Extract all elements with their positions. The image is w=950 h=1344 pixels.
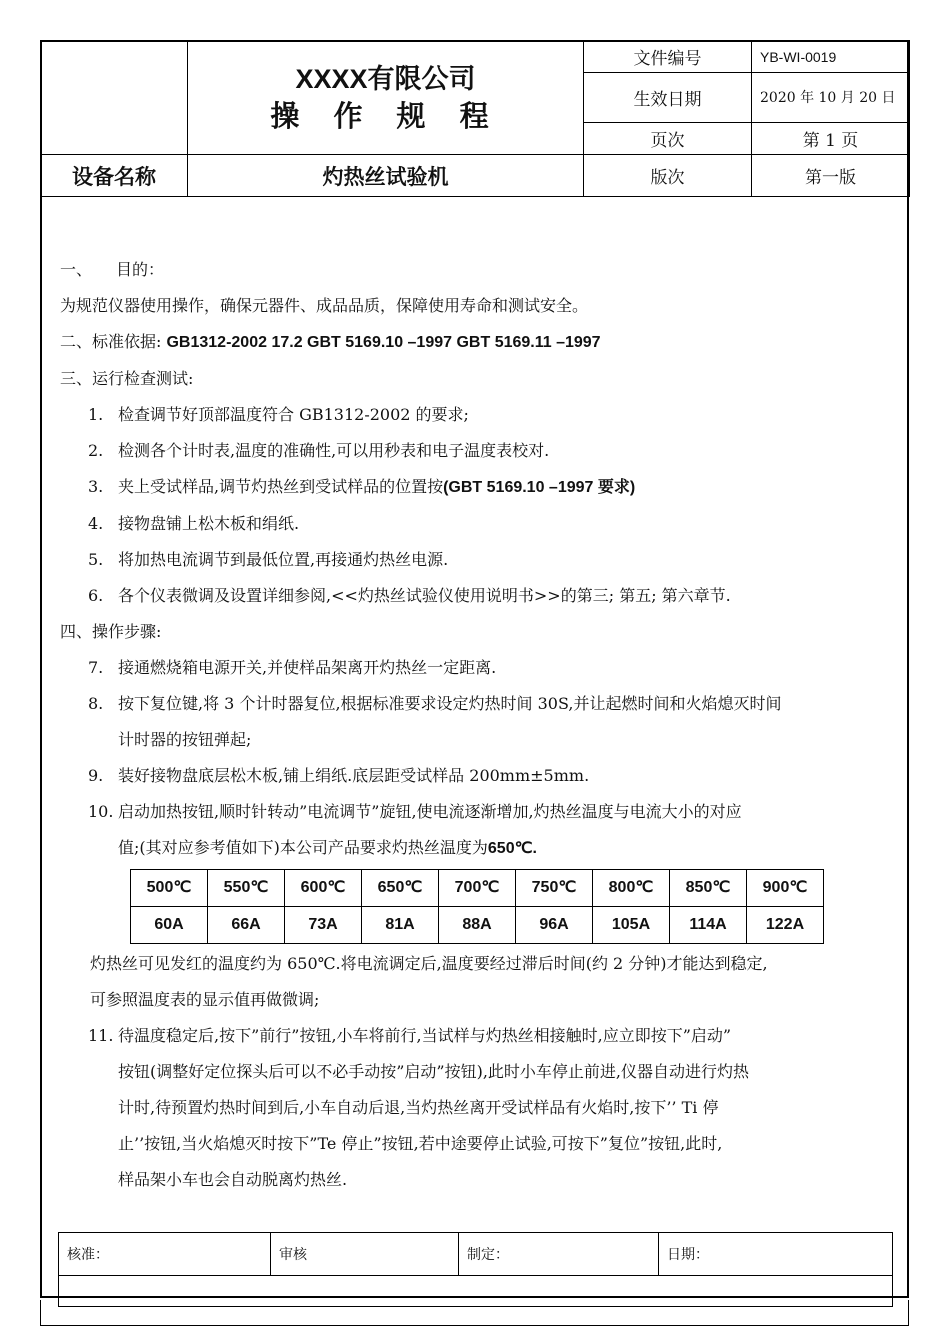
page-value: 第 1 页	[752, 123, 910, 155]
doc-no-label: 文件编号	[584, 41, 752, 73]
list-item: 3. 夹上受试样品,调节灼热丝到受试样品的位置按(GBT 5169.10 –1997 要求)	[88, 477, 636, 496]
logo-cell	[41, 41, 188, 155]
table-cell: 122A	[747, 907, 824, 944]
list-item-continuation: 计时器的按钮弹起;	[118, 730, 252, 749]
table-cell: 900℃	[747, 870, 824, 907]
list-item: 10. 启动加热按钮,顺时针转动”电流调节”旋钮,使电流逐渐增加,灼热丝温度与电流大小的对应	[88, 802, 742, 821]
equipment-name: 灼热丝试验机	[188, 155, 584, 197]
table-cell: 88A	[439, 907, 516, 944]
section-purpose-text: 为规范仪器使用操作，确保元器件、成品品质，保障使用寿命和测试安全。	[60, 296, 589, 315]
list-item-continuation: 值;(其对应参考值如下)本公司产品要求灼热丝温度为650℃.	[118, 838, 537, 857]
version-value: 第一版	[752, 155, 910, 197]
table-cell: 700℃	[439, 870, 516, 907]
table-cell: 500℃	[131, 870, 208, 907]
company-name: XXXX有限公司	[295, 63, 476, 94]
table-cell: 850℃	[670, 870, 747, 907]
list-item: 4. 接物盘铺上松木板和绢纸.	[88, 514, 300, 533]
current-row	[131, 907, 824, 944]
standards-prefix: 二、标准依据:	[60, 332, 167, 351]
list-item-continuation: 样品架小车也会自动脱离灼热丝.	[118, 1170, 348, 1189]
list-item-continuation: 止’’按钮,当火焰熄灭时按下”Te 停止”按钮,若中途要停止试验,可按下”复位”按钮,此时,	[118, 1134, 723, 1153]
prepare-label: 制定：	[459, 1233, 659, 1276]
temperature-row	[131, 870, 824, 907]
table-cell: 60A	[131, 907, 208, 944]
table-cell: 750℃	[516, 870, 593, 907]
section-standards	[60, 324, 893, 361]
list-item: 9. 装好接物盘底层松木板,铺上绢纸.底层距受试样品 200mm±5mm.	[88, 766, 590, 785]
table-cell: 600℃	[285, 870, 362, 907]
table-cell: 96A	[516, 907, 593, 944]
note-line: 可参照温度表的显示值再做微调;	[90, 990, 320, 1009]
list-item: 5. 将加热电流调节到最低位置,再接通灼热丝电源.	[88, 550, 449, 569]
list-item-continuation: 计时,待预置灼热时间到后,小车自动后退,当灼热丝离开受试样品有火焰时,按下’’ Ti 停	[118, 1098, 719, 1117]
equipment-label: 设备名称	[41, 155, 188, 197]
list-item: 11. 待温度稳定后,按下”前行”按钮,小车将前行,当试样与灼热丝相接触时,应立即按下”启动”	[88, 1026, 732, 1045]
doc-no-value: YB-WI-0019	[752, 41, 910, 73]
table-cell: 650℃	[362, 870, 439, 907]
list-item-continuation: 按钮(调整好定位探头后可以不必手动按”启动”按钮),此时小车停止前进,仪器自动进行灼热	[118, 1062, 750, 1081]
section-check-title: 三、运行检查测试:	[60, 369, 194, 388]
approve-label: 核准：	[59, 1233, 271, 1276]
table-cell: 114A	[670, 907, 747, 944]
effective-date-label: 生效日期	[584, 73, 752, 123]
section-steps-title: 四、操作步骤:	[60, 622, 162, 641]
document-header-table	[40, 40, 910, 197]
date-label: 日期：	[659, 1233, 893, 1276]
table-cell: 105A	[593, 907, 670, 944]
effective-date-value: 2020 年 10 月 20 日	[752, 73, 910, 123]
section-purpose-title: 一、 目的：	[60, 260, 165, 279]
note-line: 灼热丝可见发红的温度约为 650℃.将电流调定后,温度要经过滞后时间(约 2 分钟)才能达到稳定,	[90, 954, 768, 973]
list-item: 1. 检查调节好顶部温度符合 GB1312-2002 的要求;	[88, 405, 469, 424]
list-item: 2. 检测各个计时表,温度的准确性,可以用秒表和电子温度表校对.	[88, 441, 550, 460]
table-cell: 81A	[362, 907, 439, 944]
signature-blank-row	[59, 1276, 893, 1307]
document-body	[60, 252, 893, 1198]
review-label: 审核	[271, 1233, 459, 1276]
page-label: 页次	[584, 123, 752, 155]
list-item: 8. 按下复位键,将 3 个计时器复位,根据标准要求设定灼热时间 30S,并让起燃时间和火焰熄灭时间	[88, 694, 782, 713]
table-cell: 550℃	[208, 870, 285, 907]
table-cell: 800℃	[593, 870, 670, 907]
version-label: 版次	[584, 155, 752, 197]
document-title: 操 作 规 程	[270, 98, 501, 133]
temperature-current-table	[130, 869, 824, 944]
title-cell	[188, 41, 584, 155]
table-cell: 66A	[208, 907, 285, 944]
signature-table	[58, 1232, 893, 1307]
list-item: 7. 接通燃烧箱电源开关,并使样品架离开灼热丝一定距离.	[88, 658, 497, 677]
list-item: 6. 各个仪表微调及设置详细参阅,<<灼热丝试验仪使用说明书>>的第三; 第五; 第六章节.	[88, 586, 731, 605]
standards-list: GB1312-2002 17.2 GBT 5169.10 –1997 GBT 5169.11 –1997	[166, 334, 601, 351]
table-cell: 73A	[285, 907, 362, 944]
